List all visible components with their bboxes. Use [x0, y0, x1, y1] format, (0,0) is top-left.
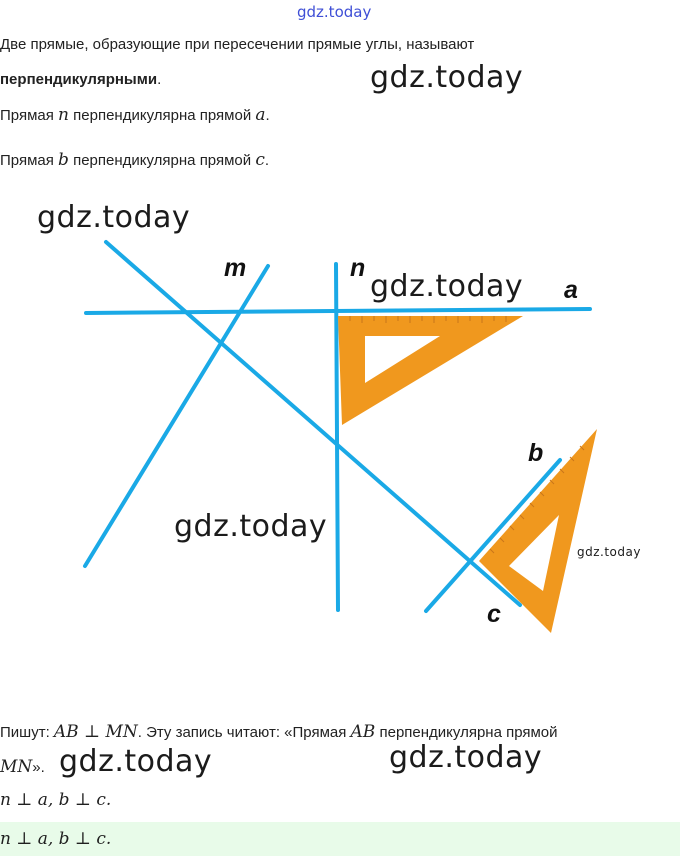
- definition-period: .: [157, 71, 162, 88]
- answer-highlight-row: [0, 822, 680, 856]
- answer-expr-highlighted: n ⊥ a, b ⊥ c.: [0, 829, 112, 849]
- watermark: gdz.today: [59, 744, 213, 779]
- definition-line-1: Две прямые, образующие при пересечении прямые углы, называют: [0, 36, 475, 53]
- text: Прямая: [0, 152, 59, 169]
- watermark: gdz.today: [370, 60, 524, 95]
- statement-n-perp-a: [0, 105, 270, 126]
- site-logo[interactable]: gdz.today: [297, 3, 372, 21]
- text: .: [264, 152, 270, 169]
- text: .: [265, 107, 270, 124]
- label-c: c: [487, 600, 501, 628]
- label-m: m: [224, 254, 247, 282]
- notation-line-2: [0, 757, 45, 778]
- label-b: b: [528, 439, 544, 467]
- text: Прямая: [0, 107, 59, 124]
- watermark: gdz.today: [37, 200, 191, 235]
- answer-plain: [0, 790, 111, 810]
- text: перпендикулярна прямой: [68, 152, 256, 169]
- var-n: n: [58, 105, 69, 125]
- definition-line-2: [0, 70, 161, 90]
- var-b: b: [58, 150, 69, 170]
- line-n: [336, 264, 338, 610]
- statement-b-perp-c: [0, 150, 269, 171]
- text: . Эту запись читают: «Прямая: [137, 724, 351, 741]
- perpendicular-lines-figure: [0, 190, 680, 660]
- text: Пишут:: [0, 724, 54, 741]
- text: перпендикулярна прямой: [375, 724, 558, 741]
- answer-expr: n ⊥ a, b ⊥ c.: [0, 790, 112, 810]
- watermark: gdz.today: [370, 269, 524, 304]
- watermark: gdz.today: [174, 509, 328, 544]
- line-b: [426, 460, 560, 611]
- expr-ab: AB: [350, 722, 376, 742]
- definition-term: перпендикулярными: [0, 71, 158, 88]
- text: перпендикулярна прямой: [68, 107, 256, 124]
- watermark: gdz.today: [577, 545, 641, 559]
- label-n: n: [350, 254, 366, 282]
- var-a: a: [255, 105, 266, 125]
- expr-mn: MN: [0, 757, 33, 777]
- watermark: gdz.today: [389, 740, 543, 775]
- text: ».: [32, 759, 45, 776]
- var-c: c: [255, 150, 265, 170]
- expr-ab-perp-mn: AB ⊥ MN: [53, 722, 138, 742]
- set-square-1: [338, 316, 523, 425]
- label-a: a: [564, 276, 578, 304]
